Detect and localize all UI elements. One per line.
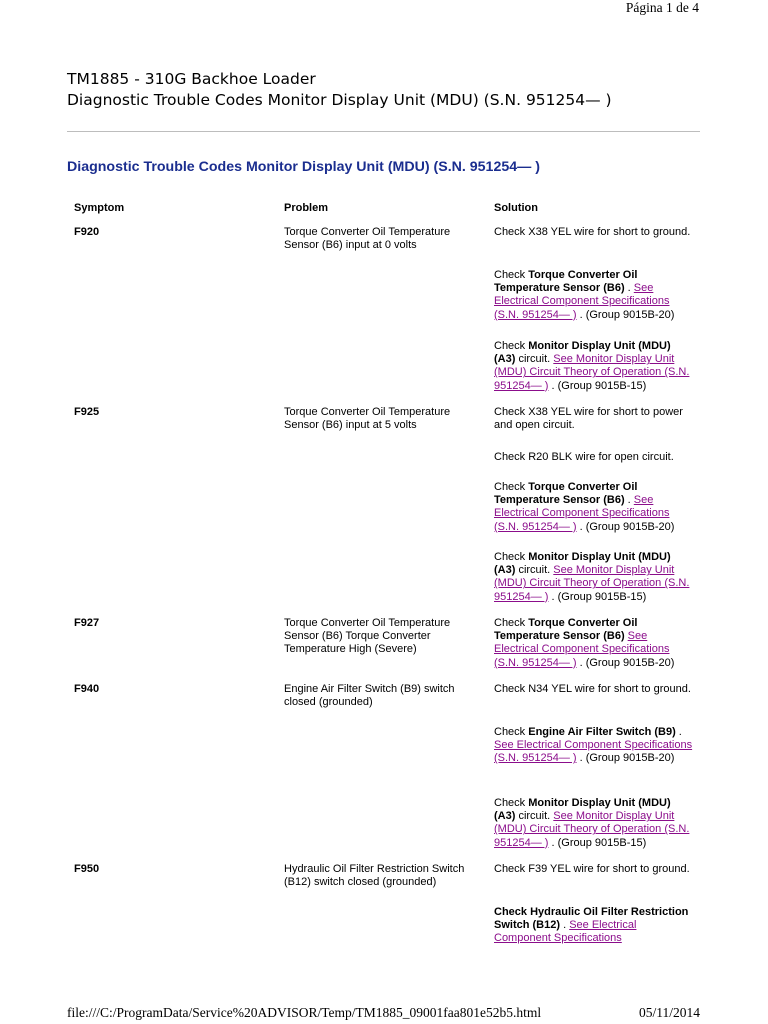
problem-text: Engine Air Filter Switch (B9) switch closed (grounded) — [284, 683, 455, 709]
component-name: Torque Converter Oil Temperature Sensor (B6) — [494, 617, 638, 643]
solution-item: Check Torque Converter Oil Temperature Sensor (B6) . See Electrical Component Specifications (S.N. 951254— ) . (Group 9015B-20) — [494, 269, 675, 321]
spec-link[interactable]: See Electrical Component Specifications (S.N. 951254— ) — [494, 739, 693, 765]
spec-link[interactable]: See Electrical Component Specifications (S.N. 951254— ) — [494, 630, 670, 669]
header-divider — [67, 131, 700, 132]
spec-link[interactable]: See Electrical Component Specifications — [494, 919, 637, 945]
footer-date: 05/11/2014 — [638, 1005, 700, 1020]
footer-file-path: file:///C:/ProgramData/Service%20ADVISOR/Temp/TM1885_09001faa801e52b5.html — [67, 1005, 542, 1020]
symptom-code: F940 — [74, 683, 100, 695]
solution-item: Check X38 YEL wire for short to ground. — [494, 226, 691, 238]
spec-link[interactable]: See Electrical Component Specifications (S.N. 951254— ) — [494, 282, 670, 321]
solution-item: Check N34 YEL wire for short to ground. — [494, 683, 691, 695]
section-title: Diagnostic Trouble Codes Monitor Display Unit (MDU) (S.N. 951254— ) — [67, 159, 540, 175]
column-header-solution: Solution — [494, 202, 538, 214]
header-line-2: Diagnostic Trouble Codes Monitor Display Unit (MDU) (S.N. 951254— ) — [67, 91, 612, 109]
solution-item: Check Torque Converter Oil Temperature Sensor (B6) See Electrical Component Specifications (S.N. 951254— ) . (Group 9015B-20) — [494, 617, 675, 669]
component-name: Monitor Display Unit (MDU) (A3) — [494, 340, 671, 366]
solution-item: Check X38 YEL wire for short to power and open circuit. — [494, 406, 683, 432]
page-number: Página 1 de 4 — [625, 0, 699, 15]
component-name: Engine Air Filter Switch (B9) — [528, 726, 676, 738]
header-line-1: TM1885 - 310G Backhoe Loader — [67, 70, 316, 88]
spec-link[interactable]: See Electrical Component Specifications (S.N. 951254— ) — [494, 494, 670, 533]
component-name: Torque Converter Oil Temperature Sensor (B6) — [494, 269, 638, 295]
theory-link[interactable]: See Monitor Display Unit (MDU) Circuit Theory of Operation (S.N. 951254— ) — [494, 353, 690, 392]
document-header — [67, 69, 707, 111]
solution-item: Check R20 BLK wire for open circuit. — [494, 451, 674, 463]
solution-item: Check Hydraulic Oil Filter Restriction Switch (B12) . See Electrical Component Specifications — [494, 906, 689, 945]
column-header-problem: Problem — [284, 202, 329, 214]
problem-text: Hydraulic Oil Filter Restriction Switch (B12) switch closed (grounded) — [284, 863, 465, 889]
component-name: Monitor Display Unit (MDU) (A3) — [494, 551, 671, 577]
symptom-code: F927 — [74, 617, 100, 629]
solution-item: Check Monitor Display Unit (MDU) (A3) circuit. See Monitor Display Unit (MDU) Circuit Theory of Operation (S.N. 951254— ) . (Group 9015B-15) — [494, 340, 690, 392]
solution-item: Check Monitor Display Unit (MDU) (A3) circuit. See Monitor Display Unit (MDU) Circuit Theory of Operation (S.N. 951254— ) . (Group 9015B-15) — [494, 551, 690, 603]
component-name: Monitor Display Unit (MDU) (A3) — [494, 797, 671, 823]
component-name: Torque Converter Oil Temperature Sensor (B6) — [494, 481, 638, 507]
symptom-code: F920 — [74, 226, 100, 238]
solution-item: Check F39 YEL wire for short to ground. — [494, 863, 690, 875]
component-name: Check Hydraulic Oil Filter Restriction Switch (B12) — [494, 906, 689, 932]
theory-link[interactable]: See Monitor Display Unit (MDU) Circuit Theory of Operation (S.N. 951254— ) — [494, 564, 690, 603]
solution-item: Check Engine Air Filter Switch (B9) . See Electrical Component Specifications (S.N. 951254— ) . (Group 9015B-20) — [494, 726, 693, 765]
problem-text: Torque Converter Oil Temperature Sensor (B6) Torque Converter Temperature High (Severe) — [284, 617, 451, 656]
symptom-code: F950 — [74, 863, 100, 875]
column-header-symptom: Symptom — [74, 202, 125, 214]
solution-item: Check Monitor Display Unit (MDU) (A3) circuit. See Monitor Display Unit (MDU) Circuit Theory of Operation (S.N. 951254— ) . (Group 9015B-15) — [494, 797, 690, 849]
problem-text: Torque Converter Oil Temperature Sensor (B6) input at 5 volts — [284, 406, 451, 432]
symptom-code: F925 — [74, 406, 100, 418]
theory-link[interactable]: See Monitor Display Unit (MDU) Circuit Theory of Operation (S.N. 951254— ) — [494, 810, 690, 849]
solution-item: Check Torque Converter Oil Temperature Sensor (B6) . See Electrical Component Specifications (S.N. 951254— ) . (Group 9015B-20) — [494, 481, 675, 533]
problem-text: Torque Converter Oil Temperature Sensor (B6) input at 0 volts — [284, 226, 451, 252]
